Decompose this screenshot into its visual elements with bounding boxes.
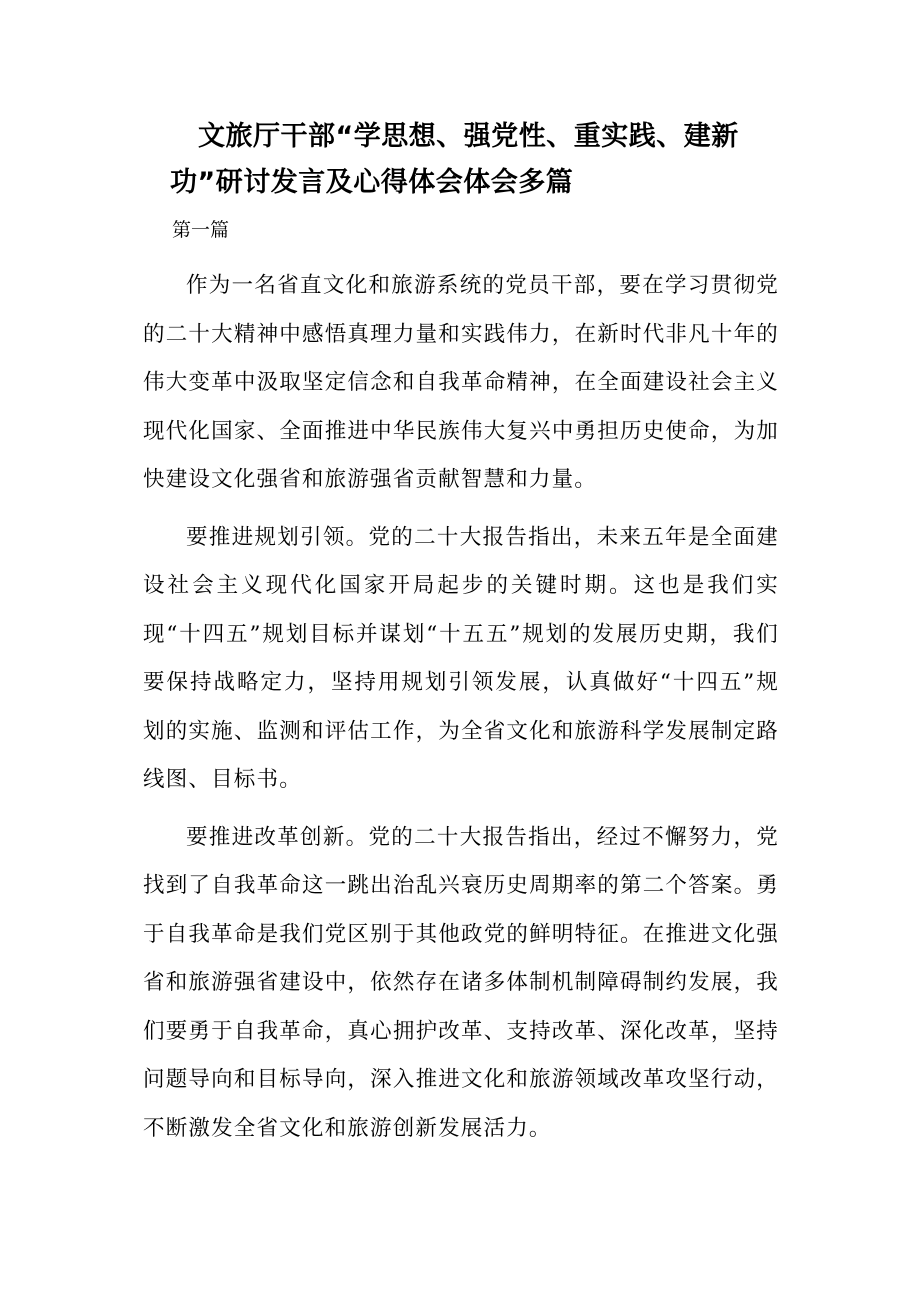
- paragraph-2: 要推进规划引领。党的二十大报告指出，未来五年是全面建设社会主义现代化国家开局起步的关键时期。这也是我们实现“十四五”规划目标并谋划“十五五”规划的发展历史期，我们要保持战略定力，坚持用规划引领发展，认真做好“十四五”规划的实施、监测和评估工作，为全省文化和旅游科学发展制定路线图、目标书。: [143, 524, 779, 792]
- document-title: [140, 114, 780, 206]
- section-label: 第一篇: [172, 219, 230, 241]
- paragraph-1: 作为一名省直文化和旅游系统的党员干部，要在学习贯彻党的二十大精神中感悟真理力量和实践伟力，在新时代非凡十年的伟大变革中汲取坚定信念和自我革命精神，在全面建设社会主义现代化国家、全面推进中华民族伟大复兴中勇担历史使命，为加快建设文化强省和旅游强省贡献智慧和力量。: [143, 273, 779, 492]
- paragraph-3: 要推进改革创新。党的二十大报告指出，经过不懈努力，党找到了自我革命这一跳出治乱兴衰历史周期率的第二个答案。勇于自我革命是我们党区别于其他政党的鲜明特征。在推进文化强省和旅游强省建设中，依然存在诸多体制机制障碍制约发展，我们要勇于自我革命，真心拥护改革、支持改革、深化改革，坚持问题导向和目标导向，深入推进文化和旅游领域改革攻坚行动，不断激发全省文化和旅游创新发展活力。: [143, 824, 779, 1141]
- document-body: [143, 262, 779, 1162]
- title-line-1: 文旅厅干部“学思想、强党性、重实践、建新: [198, 121, 739, 152]
- title-line-2: 功”研讨发言及心得体会体会多篇: [170, 167, 574, 198]
